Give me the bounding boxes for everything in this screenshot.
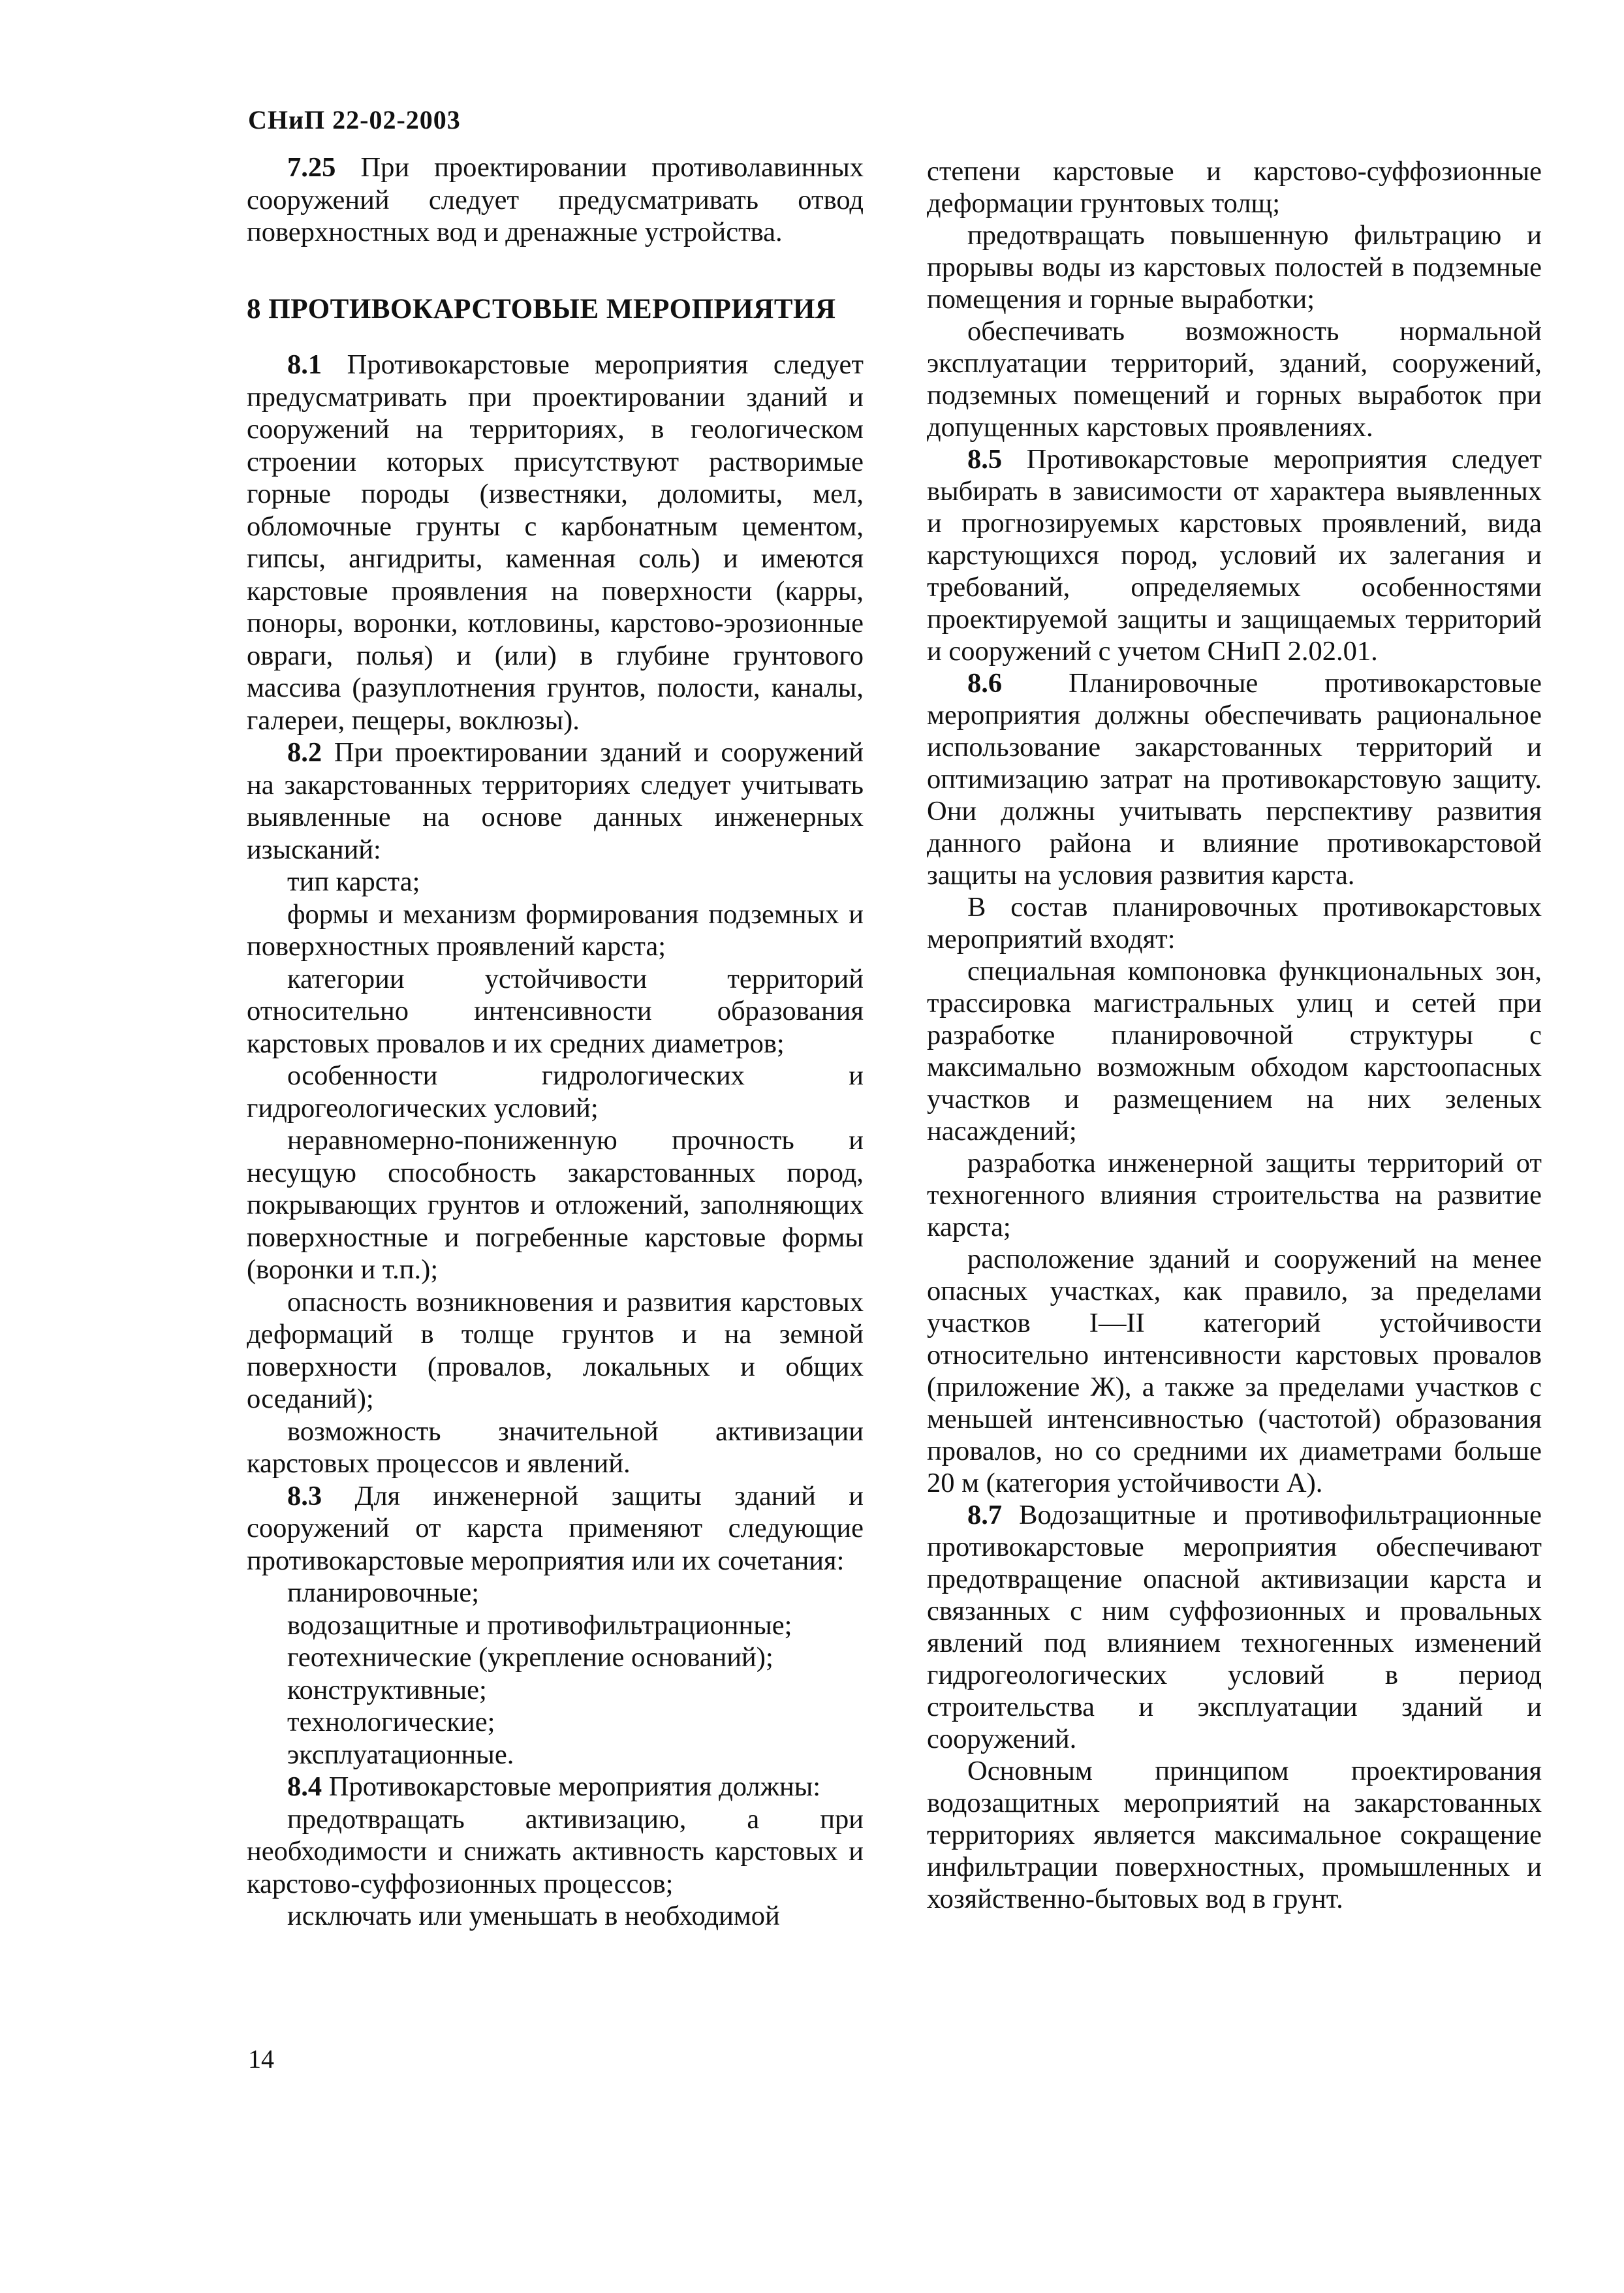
list-item: опасность возникновения и развития карстовых деформаций в толще грунтов и на земной поверхности (провалов, локальных и общих оседаний); [247,1286,864,1414]
paragraph-8-3 [247,1480,864,1577]
list-item: категории устойчивости территорий относительно интенсивности образования карстовых провалов и их средних диаметров; [247,963,864,1059]
list-item: обеспечивать возможность нормальной эксплуатации территорий, зданий, сооружений, подземных помещений и горных выработок при допущенных карстовых проявлениях. [927,316,1542,443]
list-item: специальная компоновка функциональных зон, трассировка магистральных улиц и сетей при разработке планировочной структуры с максимально возможным обходом карстоопасных участков и размещением на них зеленых насаждений; [927,956,1542,1146]
list-item: эксплуатационные. [287,1739,514,1770]
left-column [247,151,864,1933]
list-item: предотвращать повышенную фильтрацию и прорывы воды из карстовых полостей в подземные помещения и горные выработки; [927,220,1542,315]
section-number: 8.7 [967,1500,1003,1530]
list-item: особенности гидрологических и гидрогеологических условий; [247,1060,864,1124]
paragraph-text: Планировочные противокарстовые мероприятия должны обеспечивать рациональное использование закарстованных территорий и оптимизацию затрат на противокарстовую защиту. Они должны учитывать перспективу развития данного района и влияние противокарстовой защиты на условия развития карста. [927,668,1542,891]
list-item: планировочные; [287,1577,480,1608]
list-item: расположение зданий и сооружений на менее опасных участках, как правило, за пределами участков I—II категорий устойчивости относительно интенсивности карстовых провалов (приложение Ж), а также за пределами участков с меньшей интенсивностью (частотой) образования провалов, но со средними их диаметрами больше 20 м (категория устойчивости А). [927,1244,1542,1498]
page-number: 14 [248,2044,274,2074]
paragraph-continuation: степени карстовые и карстово-суффозионные деформации грунтовых толщ; [927,156,1542,219]
paragraph-intro: В состав планировочных противокарстовых мероприятий входят: [927,892,1542,955]
list-item: геотехнические (укрепление оснований); [287,1642,773,1673]
paragraph-8-5 [927,443,1542,667]
paragraph-text: Противокарстовые мероприятия следует предусматривать при проектировании зданий и сооружений на территориях, в геологическом строении которых присутствуют растворимые горные породы (известняки, доломиты, мел, обломочные грунты с карбонатным цементом, гипсы, ангидриты, каменная соль) и имеются карстовые проявления на поверхности (карры, поноры, воронки, котловины, карстово-эрозионные овраги, полья) и (или) в глубине грунтового массива (разуплотнения грунтов, полости, каналы, галереи, пещеры, воклюзы). [247,349,864,736]
paragraph-8-2 [247,736,864,866]
paragraph-8-7 [927,1499,1542,1755]
list-item: тип карста; [287,866,420,897]
list-item: формы и механизм формирования подземных и поверхностных проявлений карста; [247,898,864,962]
list-item: неравномерно-пониженную прочность и несущую способность закарстованных пород, покрывающих грунтов и отложений, заполняющих поверхностные и погребенные карстовые формы (воронки и т.п.); [247,1125,864,1285]
list-item: возможность значительной активизации карстовых процессов и явлений. [247,1415,864,1479]
section-number: 8.1 [287,349,322,380]
paragraph-8-1 [247,349,864,736]
paragraph-8-4 [247,1771,864,1803]
section-number: 8.2 [287,737,322,768]
paragraph-7-25 [247,151,864,249]
section-number: 7.25 [287,152,336,183]
section-number: 8.4 [287,1771,322,1802]
right-column [927,155,1542,1915]
paragraph-text: При проектировании зданий и сооружений на закарстованных территориях следует учитывать выявленные на основе данных инженерных изысканий: [247,737,864,865]
list-item: исключать или уменьшать в необходимой [287,1901,780,1931]
list-item: предотвращать активизацию, а при необходимости и снижать активность карстовых и карстово-суффозионных процессов; [247,1803,864,1899]
list-item: водозащитные и противофильтрационные; [287,1609,792,1641]
section-number: 8.3 [287,1480,322,1511]
paragraph-text: Водозащитные и противофильтрационные противокарстовые мероприятия обеспечивают предотвращение опасной активизации карста и связанных с ним суффозионных и провальных явлений под влиянием техногенных изменений гидрогеологических условий в период строительства и эксплуатации зданий и сооружений. [927,1500,1542,1754]
section-number: 8.5 [967,444,1003,475]
paragraph-text: Противокарстовые мероприятия следует выбирать в зависимости от характера выявленных и прогнозируемых карстовых проявлений, вида карстующихся пород, условий их залегания и требований, определяемых особенностями проектируемой защиты и защищаемых территорий и сооружений с учетом СНиП 2.02.01. [927,444,1542,667]
paragraph-text: Противокарстовые мероприятия должны: [328,1771,821,1802]
paragraph-text: Основным принципом проектирования водозащитных мероприятий на закарстованных территориях является максимальное сокращение инфильтрации поверхностных, промышленных и хозяйственно-бытовых вод в грунт. [927,1756,1542,1914]
section-heading: 8 ПРОТИВОКАРСТОВЫЕ МЕРОПРИЯТИЯ [247,293,836,324]
paragraph-8-6 [927,667,1542,891]
list-item: разработка инженерной защиты территорий от техногенного влияния строительства на развитие карста; [927,1148,1542,1242]
list-item: технологические; [287,1707,495,1737]
list-item: конструктивные; [287,1674,487,1705]
document-header: СНиП 22-02-2003 [248,105,461,134]
paragraph-text: Для инженерной защиты зданий и сооружений от карста применяют следующие противокарстовые мероприятия или их сочетания: [247,1480,864,1576]
paragraph-text: При проектировании противолавинных сооружений следует предусматривать отвод поверхностных вод и дренажные устройства. [247,152,864,247]
section-number: 8.6 [967,668,1003,699]
